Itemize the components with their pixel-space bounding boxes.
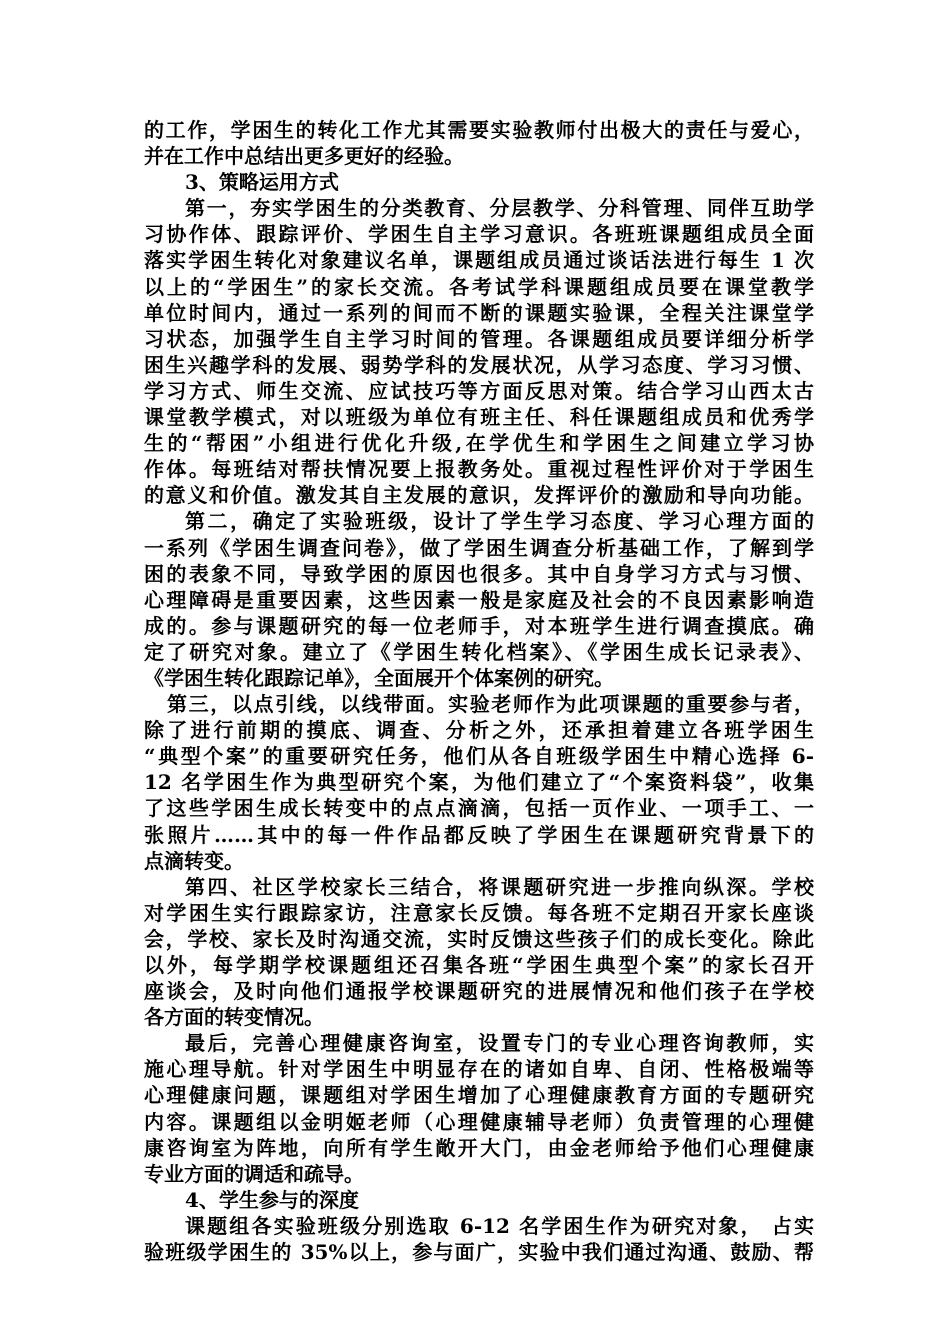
text-line: 学习方式、师生交流、应试技巧等方面反思对策。结合学习山西太古 — [144, 378, 814, 403]
text-line: 对学困生实行跟踪家访，注意家长反馈。每各班不定期召开家长座谈 — [144, 900, 814, 925]
text-line: 课题组各实验班级分别选取 6-12 名学困生作为研究对象， 占实 — [185, 1213, 814, 1238]
text-line: 第一，夯实学困生的分类教育、分层教学、分科管理、同伴互助学 — [185, 196, 814, 221]
text-line: 了这些学困生成长转变中的点点滴滴，包括一页作业、一项手工、一 — [144, 796, 814, 821]
text-line: 第四、社区学校家长三结合，将课题研究进一步推向纵深。学校 — [185, 874, 814, 899]
text-line: 以外，每学期学校课题组还召集各班“学困生典型个案”的家长召开 — [144, 953, 814, 977]
text-line: 施心理导航。针对学困生中明显存在的诸如自卑、自闭、性格极端等 — [144, 1057, 814, 1082]
text-line: 作体。每班结对帮扶情况要上报教务处。重视过程性评价对于学困生 — [144, 457, 814, 482]
text-line: 第二，确定了实验班级，设计了学生学习态度、学习心理方面的 — [185, 509, 814, 534]
text-line: 验班级学困生的 35%以上，参与面广，实验中我们通过沟通、鼓励、帮 — [144, 1240, 814, 1265]
document-page — [144, 117, 814, 1265]
text-line: 的工作，学困生的转化工作尤其需要实验教师付出极大的责任与爱心， — [144, 118, 814, 142]
text-line: 座谈会，及时向他们通报学校课题研究的进展情况和他们孩子在学校 — [144, 979, 814, 1004]
text-line: 习状态，加强学生自主学习时间的管理。各课题组成员要详细分析学 — [144, 326, 814, 351]
text-line: 课堂教学模式，对以班级为单位有班主任、科任课题组成员和优秀学 — [144, 405, 814, 430]
text-line: “典型个案”的重要研究任务，他们从各自班级学困生中精心选择 6- — [144, 744, 814, 769]
text-line: 《学困生转化跟踪记单》，全面展开个体案例的研究。 — [144, 665, 614, 690]
text-line: 除了进行前期的摸底、调查、分析之外，还承担着建立各班学困生 — [144, 718, 814, 743]
text-line: 定了研究对象。建立了《学困生转化档案》、《学困生成长记录表》、 — [144, 639, 814, 664]
text-line: 落实学困生转化对象建议名单，课题组成员通过谈话法进行每生 1 次 — [144, 248, 814, 273]
text-line: 困生兴趣学科的发展、弱势学科的发展状况，从学习态度、学习习惯、 — [144, 352, 814, 377]
text-line: 3、策略运用方式 — [185, 170, 339, 195]
text-line: 以上的“学困生”的家长交流。各考试学科课题组成员要在课堂教学 — [144, 274, 814, 299]
text-line: 习协作体、跟踪评价、学困生自主学习意识。各班班课题组成员全面 — [144, 222, 814, 247]
text-line: 心理健康问题，课题组对学困生增加了心理健康教育方面的专题研究 — [144, 1083, 814, 1108]
text-line: 心理障碍是重要因素，这些因素一般是家庭及社会的不良因素影响造 — [144, 587, 814, 612]
text-line: 最后，完善心理健康咨询室，设置专门的专业心理咨询教师，实 — [185, 1031, 814, 1056]
text-line: 第三，以点引线，以线带面。实验老师作为此项课题的重要参与者， — [167, 692, 814, 717]
text-line: 一系列《学困生调查问卷》，做了学困生调查分析基础工作，了解到学 — [144, 535, 814, 560]
text-line: 张照片……其中的每一件作品都反映了学困生在课题研究背景下的 — [144, 822, 814, 847]
text-line: 并在工作中总结出更多更好的经验。 — [144, 144, 464, 169]
text-line: 困的表象不同，导致学困的原因也很多。其中自身学习方式与习惯、 — [144, 561, 814, 586]
text-line: 各方面的转变情况。 — [144, 1005, 324, 1030]
text-line: 单位时间内，通过一系列的间而不断的课题实验课，全程关注课堂学 — [144, 300, 814, 325]
text-line: 的意义和价值。激发其自主发展的意识，发挥评价的激励和导向功能。 — [144, 483, 814, 508]
text-line: 内容。课题组以金明姬老师（心理健康辅导老师）负责管理的心理健 — [144, 1109, 814, 1134]
text-line: 专业方面的调适和疏导。 — [144, 1161, 364, 1186]
text-line: 4、学生参与的深度 — [185, 1187, 359, 1212]
text-line: 生的“帮困”小组进行优化升级,在学优生和学困生之间建立学习协 — [144, 431, 814, 456]
text-line: 点滴转变。 — [144, 848, 244, 873]
text-line: 康咨询室为阵地，向所有学生敞开大门，由金老师给予他们心理健康 — [144, 1135, 814, 1160]
text-line: 12 名学困生作为典型研究个案，为他们建立了“个案资料袋”，收集 — [144, 770, 814, 795]
text-line: 成的。参与课题研究的每一位老师手，对本班学生进行调查摸底。确 — [144, 613, 814, 638]
text-line: 会，学校、家长及时沟通交流，实时反馈这些孩子们的成长变化。除此 — [144, 926, 814, 951]
